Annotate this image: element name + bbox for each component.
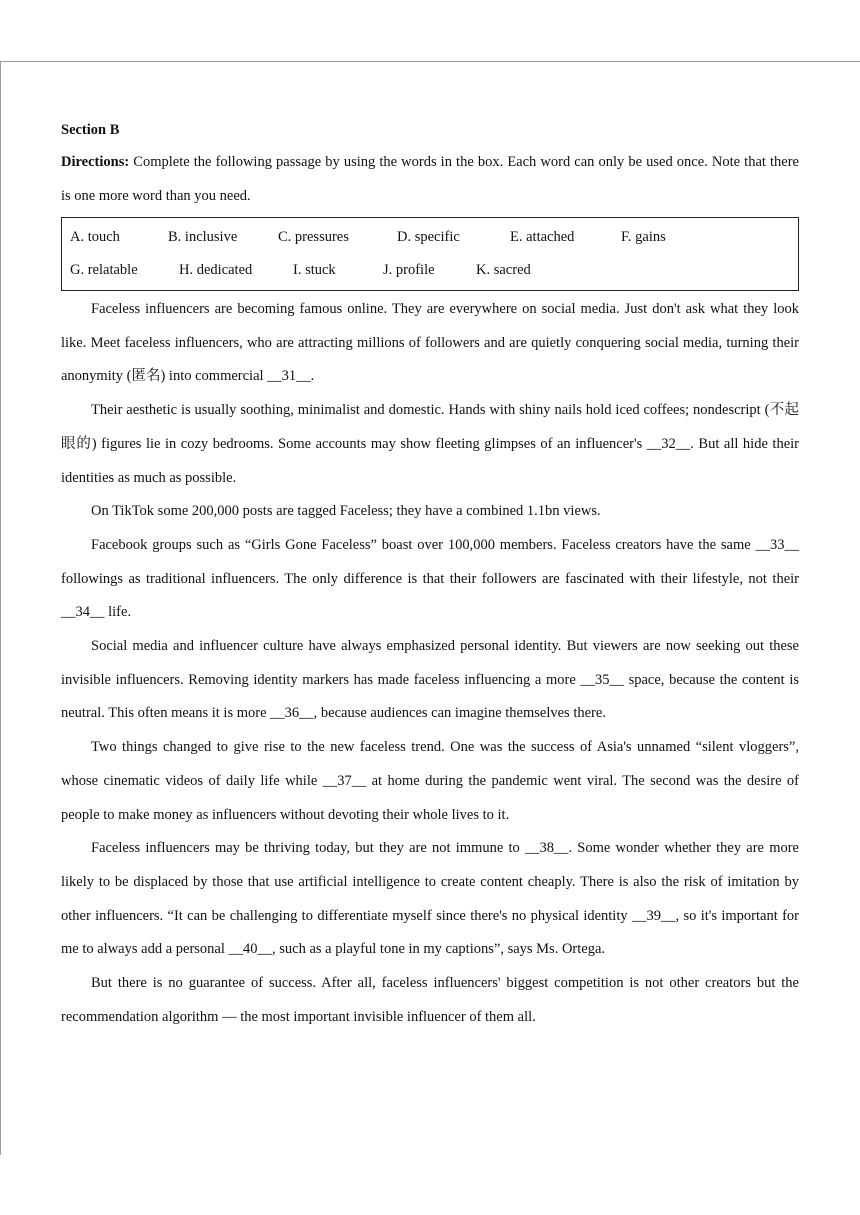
passage-paragraph: Faceless influencers are becoming famous online. They are everywhere on social media. Just don't ask what they look like. Meet faceless influencers, who are attracting millions of followers and are quietly conquering social media, turning their anonymity (匿名) into commercial __31__. bbox=[61, 301, 799, 385]
word-option: H. dedicated bbox=[179, 262, 253, 278]
word-option: B. inclusive bbox=[168, 229, 238, 245]
word-box bbox=[61, 217, 799, 291]
passage-paragraph: But there is no guarantee of success. After all, faceless influencers' biggest competition is not other creators but the recommendation algorithm — the most important invisible influencer of them all. bbox=[61, 975, 799, 1025]
word-box-row-2 bbox=[70, 254, 790, 287]
directions-text: Complete the following passage by using the words in the box. Each word can only be used once. Note that there is one more word than you need. bbox=[61, 154, 799, 204]
word-option: J. profile bbox=[383, 262, 435, 278]
exam-section bbox=[61, 118, 799, 1034]
word-option: F. gains bbox=[621, 229, 666, 245]
passage-paragraph: Social media and influencer culture have always emphasized personal identity. But viewers are now seeking out these invisible influencers. Removing identity markers has made faceless influencing a more __35__ space, because the content is neutral. This often means it is more __36__, because audiences can imagine themselves there. bbox=[61, 638, 799, 722]
left-border-line bbox=[0, 61, 1, 1155]
word-option: E. attached bbox=[510, 229, 575, 245]
directions-label: Directions: bbox=[61, 154, 130, 170]
top-border-line bbox=[0, 61, 860, 62]
word-option: K. sacred bbox=[476, 262, 531, 278]
directions bbox=[61, 146, 799, 213]
word-option: A. touch bbox=[70, 229, 120, 245]
word-option: I. stuck bbox=[293, 262, 336, 278]
passage-paragraph: On TikTok some 200,000 posts are tagged Faceless; they have a combined 1.1bn views. bbox=[91, 503, 601, 520]
passage bbox=[61, 293, 799, 1034]
word-option: G. relatable bbox=[70, 262, 138, 278]
passage-paragraph: Facebook groups such as “Girls Gone Faceless” boast over 100,000 members. Faceless creators have the same __33__ followings as traditional influencers. The only difference is that their followers are fascinated with their lifestyle, not their __34__ life. bbox=[61, 536, 799, 621]
passage-paragraph: Two things changed to give rise to the new faceless trend. One was the success of Asia's unnamed “silent vloggers”, whose cinematic videos of daily life while __37__ at home during the pandemic went viral. The second was the desire of people to make money as influencers without devoting their whole lives to it. bbox=[61, 739, 799, 823]
section-title: Section B bbox=[61, 122, 120, 138]
word-box-row-1 bbox=[70, 221, 790, 254]
word-option: C. pressures bbox=[278, 229, 349, 245]
passage-paragraph: Their aesthetic is usually soothing, minimalist and domestic. Hands with shiny nails hold iced coffees; nondescript (不起眼的) figures lie in cozy bedrooms. Some accounts may show fleeting glimpses of an influencer's __32__. But all hide their identities as much as possible. bbox=[61, 402, 799, 486]
passage-paragraph: Faceless influencers may be thriving today, but they are not immune to __38__. Some wonder whether they are more likely to be displaced by those that use artificial intelligence to create content cheaply. There is also the risk of imitation by other influencers. “It can be challenging to differentiate myself since there's no physical identity __39__, so it's important for me to always add a personal __40__, such as a playful tone in my captions”, says Ms. Ortega. bbox=[61, 840, 799, 958]
word-option: D. specific bbox=[397, 229, 460, 245]
